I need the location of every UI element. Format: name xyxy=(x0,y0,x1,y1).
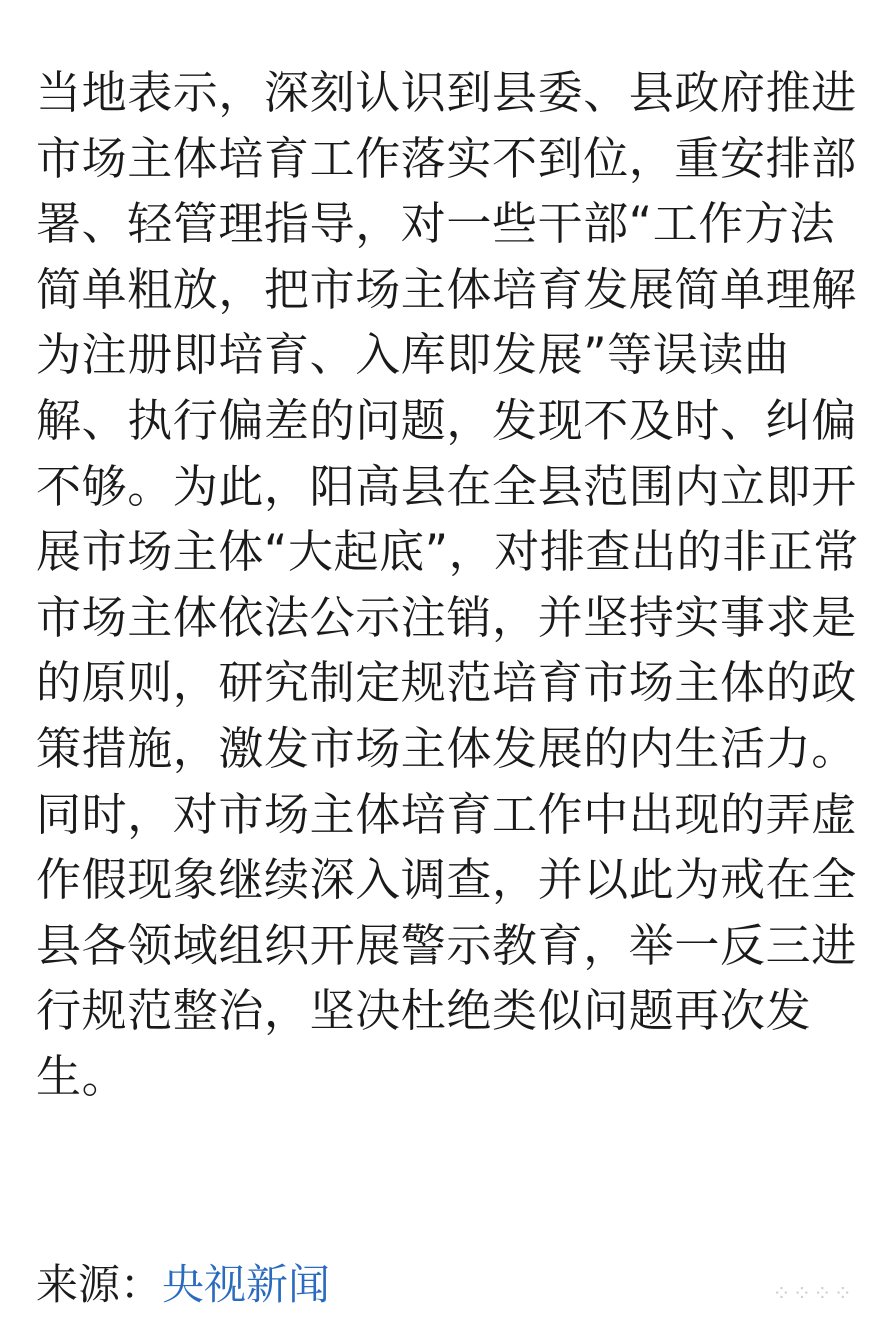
article-line: 市场主体依法公示注销，并坚持实事求是 xyxy=(36,590,857,644)
article-line: 行规范整治，坚决杜绝类似问题再次发 xyxy=(36,984,812,1038)
article-source xyxy=(36,1252,330,1318)
article-line: 的原则，研究制定规范培育市场主体的政 xyxy=(36,656,857,710)
article-body xyxy=(36,60,866,1110)
article-line: 署、轻管理指导，对一些干部“工作方法 xyxy=(36,197,836,251)
article-line: 策措施，激发市场主体发展的内生活力。 xyxy=(36,721,857,775)
article-line: 为注册即培育、入库即发展”等误读曲 xyxy=(36,328,790,382)
article-line: 展市场主体“大起底”，对排查出的非正常 xyxy=(36,525,860,579)
article-line: 简单粗放，把市场主体培育发展简单理解 xyxy=(36,262,857,316)
article-line: 作假现象继续深入调查，并以此为戒在全 xyxy=(36,853,857,907)
article-line: 解、执行偏差的问题，发现不及时、纠偏 xyxy=(36,393,857,447)
article-line: 市场主体培育工作落实不到位，重安排部 xyxy=(36,131,857,185)
article-line: 同时，对市场主体培育工作中出现的弄虚 xyxy=(36,787,857,841)
source-label: 来源： xyxy=(36,1260,163,1309)
watermark: ⁘⁘⁘⁘ xyxy=(772,1282,854,1307)
article-line: 生。 xyxy=(36,1049,128,1103)
article-line: 当地表示，深刻认识到县委、县政府推进 xyxy=(36,66,857,119)
source-link[interactable]: 央视新闻 xyxy=(162,1260,331,1309)
article-line: 县各领域组织开展警示教育，举一反三进 xyxy=(36,918,857,972)
article-line: 不够。为此，阳高县在全县范围内立即开 xyxy=(36,459,857,513)
